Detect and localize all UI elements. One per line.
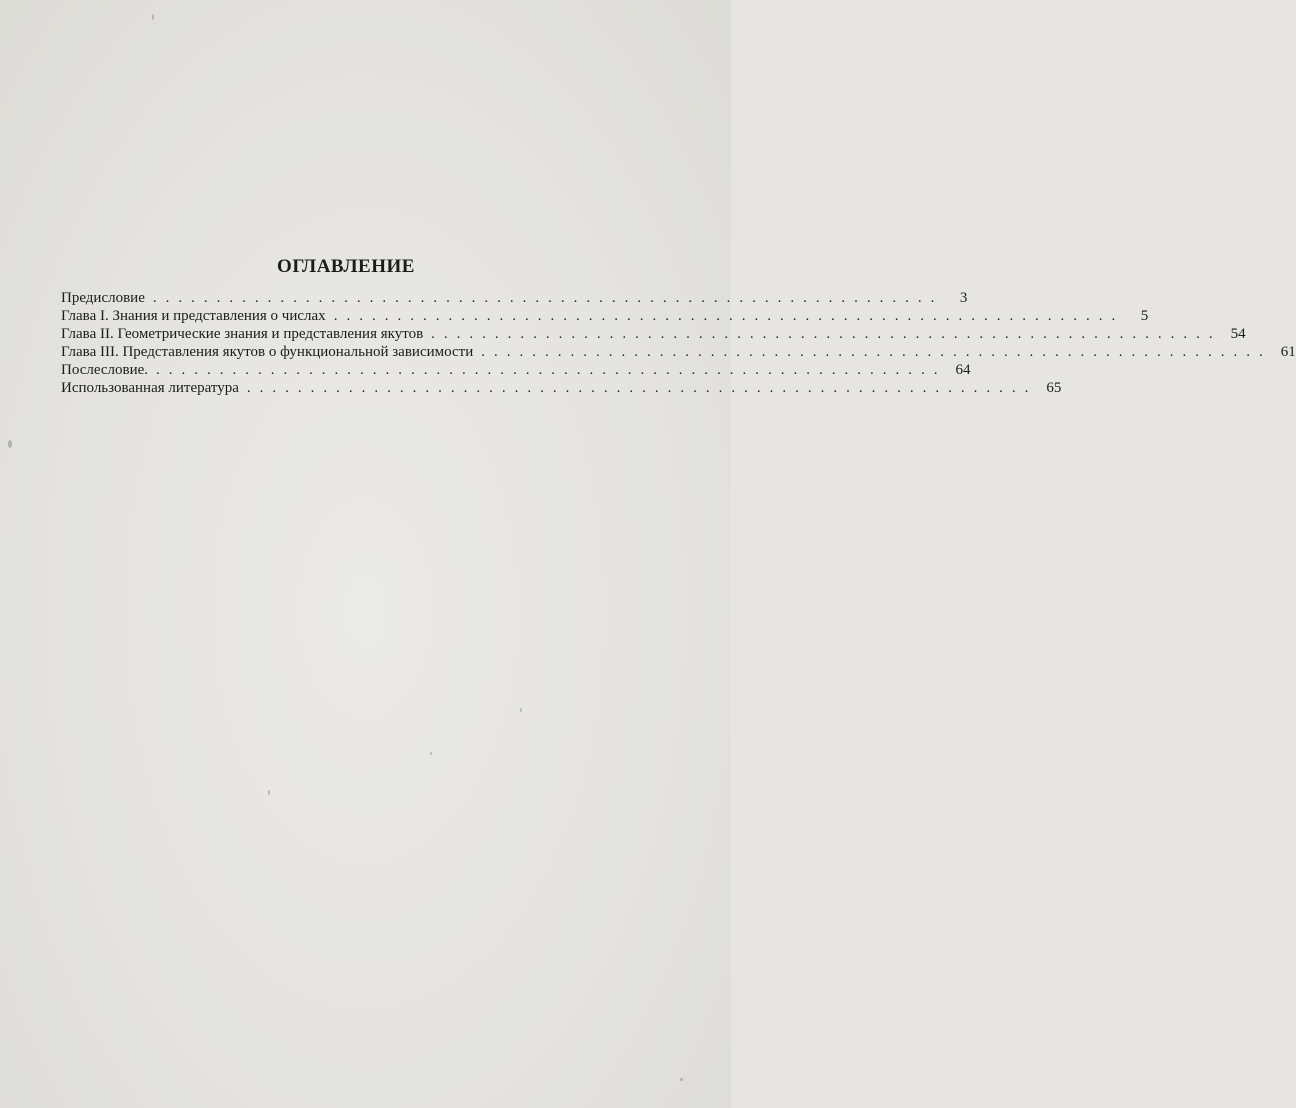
toc-leader-dots: .............................................................. bbox=[156, 362, 947, 378]
toc-leader-dots: .............................................................. bbox=[152, 290, 944, 306]
paper-speck bbox=[152, 14, 154, 20]
toc-entry[interactable] bbox=[61, 325, 1246, 343]
toc-entry-page: 54 bbox=[1230, 326, 1246, 342]
toc-entry[interactable] bbox=[61, 289, 968, 307]
toc-entry-label: Глава II. Геометрические знания и представления якутов bbox=[61, 326, 424, 342]
toc-entry-label: Использованная литература bbox=[61, 380, 239, 396]
toc-entry[interactable] bbox=[61, 307, 1149, 325]
toc-entry-page: 64 bbox=[955, 362, 971, 378]
paper-speck bbox=[680, 1078, 683, 1081]
toc-entry-page: 65 bbox=[1046, 380, 1062, 396]
paper-speck bbox=[430, 752, 432, 755]
toc-entry-page: 3 bbox=[959, 290, 968, 306]
toc-entry[interactable] bbox=[61, 361, 971, 379]
toc-leader-dots: .............................................................. bbox=[333, 308, 1125, 324]
toc-leader-dots: .............................................................. bbox=[246, 380, 1038, 396]
toc-entry-label: Глава III. Представления якутов о функциональной зависимости bbox=[61, 344, 474, 360]
toc-title: ОГЛАВЛЕНИЕ bbox=[277, 256, 415, 277]
toc-entry-label: Глава I. Знания и представления о числах bbox=[61, 308, 326, 324]
toc-entry-page: 5 bbox=[1140, 308, 1149, 324]
toc-entry-label: Предисловие bbox=[61, 290, 145, 306]
toc-entry[interactable] bbox=[61, 343, 1296, 361]
toc-leader-dots: .............................................................. bbox=[481, 344, 1272, 360]
paper-speck bbox=[268, 790, 270, 795]
toc-entry-label: Послесловие. bbox=[61, 362, 149, 378]
paper-speck bbox=[8, 440, 12, 448]
toc-entry[interactable] bbox=[61, 379, 1062, 397]
toc-entry-page: 61 bbox=[1280, 344, 1296, 360]
table-of-contents bbox=[61, 289, 1296, 397]
paper-speck bbox=[520, 708, 522, 712]
toc-leader-dots: .............................................................. bbox=[431, 326, 1222, 342]
